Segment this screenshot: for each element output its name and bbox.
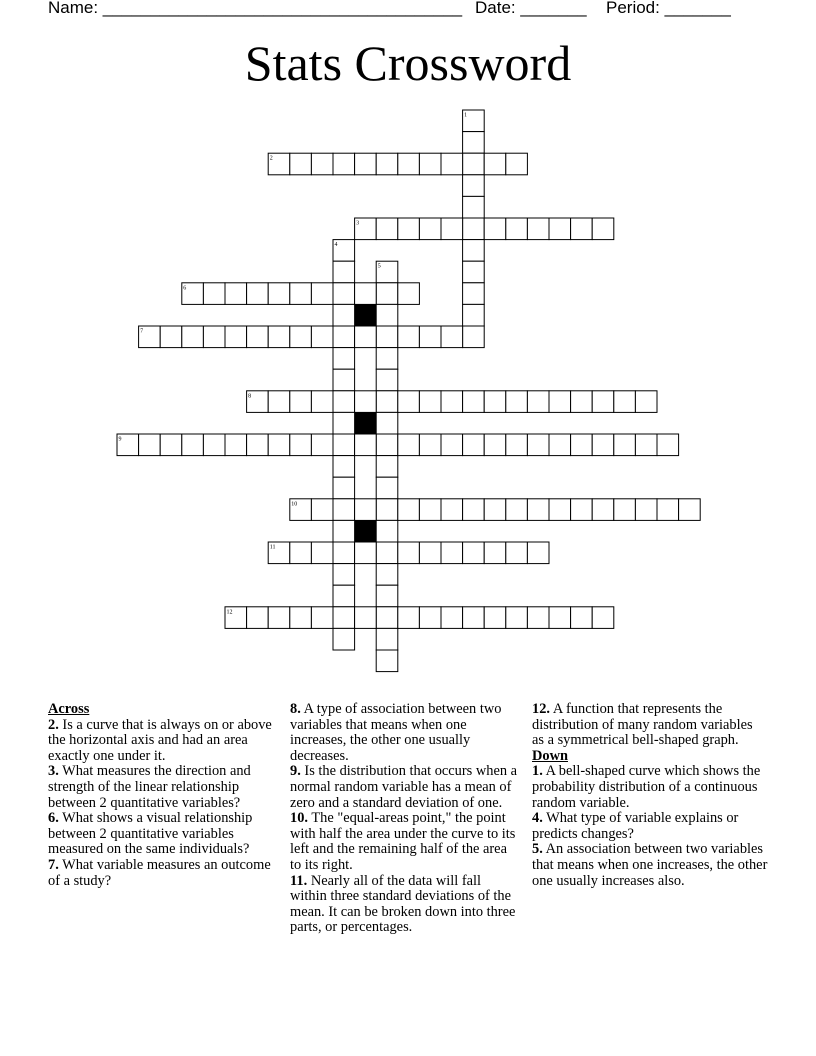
- grid-cell[interactable]: [614, 499, 636, 521]
- blocked-cell: [355, 520, 377, 542]
- grid-cell[interactable]: [419, 434, 441, 456]
- grid-cell[interactable]: [182, 434, 204, 456]
- grid-cell[interactable]: [398, 607, 420, 629]
- grid-cell[interactable]: [506, 153, 528, 175]
- grid-cell[interactable]: [484, 607, 506, 629]
- grid-cell[interactable]: [311, 434, 333, 456]
- grid-cell[interactable]: [333, 456, 355, 478]
- clue-column-1: [48, 702, 284, 889]
- clue-across-7: 7. What variable measures an outcome of a study?: [48, 856, 271, 889]
- grid-cell[interactable]: [549, 607, 571, 629]
- grid-cell[interactable]: [463, 607, 485, 629]
- down-heading: Down: [532, 747, 568, 764]
- grid-cell[interactable]: [398, 153, 420, 175]
- grid-cell[interactable]: [333, 542, 355, 564]
- grid-cell[interactable]: [376, 520, 398, 542]
- grid-cell[interactable]: [333, 348, 355, 370]
- grid-cell[interactable]: [441, 542, 463, 564]
- grid-cell[interactable]: [398, 391, 420, 413]
- grid-cell[interactable]: [333, 369, 355, 391]
- grid-cell[interactable]: [355, 326, 377, 348]
- clue-column-3: [532, 702, 768, 889]
- grid-cell[interactable]: [441, 434, 463, 456]
- grid-cell[interactable]: [376, 283, 398, 305]
- grid-cell[interactable]: [527, 434, 549, 456]
- grid-cell[interactable]: [571, 499, 593, 521]
- clue-down-1: 1. A bell-shaped curve which shows the probability distribution of a continuous random variable.: [532, 763, 761, 811]
- clue-across-6: 6. What shows a visual relationship between 2 quantitative variables measured on the same individuals?: [48, 810, 253, 858]
- grid-cell[interactable]: [657, 434, 679, 456]
- clue-across-3: 3. What measures the direction and strength of the linear relationship between 2 quantitative variables?: [48, 763, 251, 811]
- cell-number: 10: [291, 501, 298, 508]
- grid-cell[interactable]: [419, 218, 441, 240]
- clue-across-12: 12. A function that represents the distribution of many random variables as a symmetrical bell-shaped graph.: [532, 701, 753, 749]
- grid-cell[interactable]: [571, 434, 593, 456]
- grid-cell[interactable]: [333, 520, 355, 542]
- grid-cell[interactable]: [463, 304, 485, 326]
- grid-cell[interactable]: [290, 326, 312, 348]
- clue-across-9: 9. Is the distribution that occurs when a normal random variable has a mean of zero and a standard deviation of one.: [290, 763, 518, 811]
- grid-cell[interactable]: [463, 326, 485, 348]
- grid-cell[interactable]: [203, 283, 225, 305]
- grid-cell[interactable]: [376, 412, 398, 434]
- grid-cell[interactable]: [376, 369, 398, 391]
- grid-cell[interactable]: [635, 434, 657, 456]
- grid-cell[interactable]: [290, 542, 312, 564]
- across-heading: Across: [48, 701, 90, 717]
- grid-cell[interactable]: [506, 607, 528, 629]
- grid-cell[interactable]: [484, 218, 506, 240]
- grid-cell[interactable]: [463, 132, 485, 154]
- grid-cell[interactable]: [506, 499, 528, 521]
- grid-cell[interactable]: [290, 283, 312, 305]
- grid-cell[interactable]: [527, 542, 549, 564]
- grid-cell[interactable]: [311, 326, 333, 348]
- grid-cell[interactable]: [333, 499, 355, 521]
- clue-down-5: 5. An association between two variables that means when one increases, the other one usually increases also.: [532, 841, 768, 889]
- grid-cell[interactable]: [463, 542, 485, 564]
- grid-cell[interactable]: [614, 434, 636, 456]
- grid-cell[interactable]: [333, 607, 355, 629]
- grid-cell[interactable]: [160, 434, 182, 456]
- grid-cell[interactable]: [398, 326, 420, 348]
- grid-cell[interactable]: [592, 499, 614, 521]
- grid-cell[interactable]: [333, 628, 355, 650]
- grid-cell[interactable]: [419, 326, 441, 348]
- grid-cell[interactable]: [419, 391, 441, 413]
- grid-cell[interactable]: [355, 499, 377, 521]
- grid-cell[interactable]: [376, 391, 398, 413]
- grid-cell[interactable]: [463, 283, 485, 305]
- grid-cell[interactable]: [225, 283, 247, 305]
- grid-cell[interactable]: [355, 391, 377, 413]
- grid-cell[interactable]: [463, 153, 485, 175]
- grid-cell[interactable]: [203, 326, 225, 348]
- grid-cell[interactable]: [290, 391, 312, 413]
- grid-cell[interactable]: [247, 607, 269, 629]
- grid-cell[interactable]: [376, 304, 398, 326]
- grid-cell[interactable]: [549, 218, 571, 240]
- cell-number: 9: [118, 436, 122, 443]
- grid-cell[interactable]: [311, 499, 333, 521]
- grid-cell[interactable]: [311, 153, 333, 175]
- grid-cell[interactable]: [527, 499, 549, 521]
- grid-cell[interactable]: [506, 218, 528, 240]
- grid-cell[interactable]: [376, 499, 398, 521]
- clue-column-2: [290, 702, 520, 936]
- grid-cell[interactable]: [571, 218, 593, 240]
- grid-cell[interactable]: [419, 499, 441, 521]
- grid-cell[interactable]: [247, 326, 269, 348]
- grid-cell[interactable]: [463, 391, 485, 413]
- grid-cell[interactable]: [635, 499, 657, 521]
- grid-cell[interactable]: [290, 434, 312, 456]
- grid-cell[interactable]: [398, 283, 420, 305]
- grid-cell[interactable]: [398, 499, 420, 521]
- clue-across-10: 10. The "equal-areas point," the point with half the area under the curve to its left and the remaining half of the area to its right.: [290, 810, 516, 873]
- grid-cell[interactable]: [484, 391, 506, 413]
- grid-cell[interactable]: [419, 542, 441, 564]
- cell-number: 1: [464, 112, 468, 119]
- page-title: Stats Crossword: [244, 35, 572, 91]
- grid-cell[interactable]: [355, 283, 377, 305]
- grid-cell[interactable]: [268, 283, 290, 305]
- grid-cell[interactable]: [333, 326, 355, 348]
- grid-cell[interactable]: [419, 153, 441, 175]
- cell-number: 5: [377, 263, 381, 270]
- grid-cell[interactable]: [225, 434, 247, 456]
- grid-cell[interactable]: [333, 283, 355, 305]
- grid-cell[interactable]: [398, 542, 420, 564]
- grid-cell[interactable]: [355, 542, 377, 564]
- grid-cell[interactable]: [290, 153, 312, 175]
- grid-cell[interactable]: [355, 153, 377, 175]
- grid-cell[interactable]: [614, 391, 636, 413]
- grid-cell[interactable]: [398, 434, 420, 456]
- grid-cell[interactable]: [441, 391, 463, 413]
- grid-cell[interactable]: [376, 348, 398, 370]
- cell-number: 12: [226, 609, 233, 616]
- grid-cell[interactable]: [463, 499, 485, 521]
- grid-cell[interactable]: [160, 326, 182, 348]
- grid-cell[interactable]: [311, 607, 333, 629]
- grid-cell[interactable]: [376, 326, 398, 348]
- grid-cell[interactable]: [549, 391, 571, 413]
- grid-cell[interactable]: [376, 477, 398, 499]
- grid-cell[interactable]: [333, 477, 355, 499]
- grid-cell[interactable]: [484, 153, 506, 175]
- grid-cell[interactable]: [268, 434, 290, 456]
- grid-cell[interactable]: [355, 607, 377, 629]
- grid-cell[interactable]: [376, 456, 398, 478]
- cell-number: 4: [334, 242, 338, 249]
- grid-cell[interactable]: [139, 434, 161, 456]
- period-field: Period: _______: [606, 0, 731, 17]
- cell-number: 7: [140, 328, 144, 335]
- grid-cell[interactable]: [268, 391, 290, 413]
- grid-cell[interactable]: [463, 261, 485, 283]
- clue-across-2: 2. Is a curve that is always on or above the horizontal axis and had an area exactly one under it.: [48, 716, 272, 764]
- grid-cell[interactable]: [441, 326, 463, 348]
- grid-cell[interactable]: [463, 240, 485, 262]
- clue-down-4: 4. What type of variable explains or predicts changes?: [532, 810, 739, 842]
- grid-cell[interactable]: [333, 391, 355, 413]
- clue-across-8: 8. A type of association between two variables that means when one increases, the other one usually decreases.: [290, 701, 502, 764]
- grid-cell[interactable]: [441, 218, 463, 240]
- cell-number: 6: [183, 285, 187, 292]
- grid-cell[interactable]: [333, 304, 355, 326]
- grid-cell[interactable]: [484, 499, 506, 521]
- blocked-cell: [355, 304, 377, 326]
- grid-cell[interactable]: [527, 391, 549, 413]
- grid-cell[interactable]: [419, 607, 441, 629]
- grid-cell[interactable]: [203, 434, 225, 456]
- grid-cell[interactable]: [268, 607, 290, 629]
- grid-cell[interactable]: [506, 391, 528, 413]
- date-field: Date: _______: [475, 0, 587, 17]
- grid-cell[interactable]: [333, 434, 355, 456]
- grid-cell[interactable]: [441, 499, 463, 521]
- cell-number: 3: [356, 220, 360, 227]
- grid-cell[interactable]: [311, 391, 333, 413]
- grid-cell[interactable]: [333, 585, 355, 607]
- cell-number: 2: [269, 155, 273, 162]
- grid-cell[interactable]: [376, 542, 398, 564]
- grid-cell[interactable]: [376, 628, 398, 650]
- grid-cell[interactable]: [290, 607, 312, 629]
- grid-cell[interactable]: [506, 542, 528, 564]
- grid-cell[interactable]: [333, 261, 355, 283]
- grid-cell[interactable]: [463, 196, 485, 218]
- grid-cell[interactable]: [592, 434, 614, 456]
- grid-cell[interactable]: [441, 607, 463, 629]
- grid-cell[interactable]: [441, 153, 463, 175]
- grid-cell[interactable]: [549, 434, 571, 456]
- grid-cell[interactable]: [398, 218, 420, 240]
- grid-cell[interactable]: [592, 391, 614, 413]
- grid-cell[interactable]: [635, 391, 657, 413]
- name-field: Name: ______________________________________: [48, 0, 463, 17]
- grid-cell[interactable]: [463, 175, 485, 197]
- grid-cell[interactable]: [268, 326, 290, 348]
- grid-cell[interactable]: [247, 434, 269, 456]
- grid-cell[interactable]: [484, 542, 506, 564]
- grid-cell[interactable]: [333, 412, 355, 434]
- clue-across-11: 11. Nearly all of the data will fall within three standard deviations of the mean. It can be broken down into three parts, or percentages.: [290, 872, 516, 936]
- grid-cell[interactable]: [571, 391, 593, 413]
- cell-number: 11: [269, 544, 276, 551]
- grid-cell[interactable]: [311, 542, 333, 564]
- grid-cell[interactable]: [463, 218, 485, 240]
- grid-cell[interactable]: [311, 283, 333, 305]
- grid-cell[interactable]: [376, 607, 398, 629]
- grid-cell[interactable]: [376, 585, 398, 607]
- grid-cell[interactable]: [376, 434, 398, 456]
- grid-cell[interactable]: [592, 218, 614, 240]
- grid-cell[interactable]: [527, 607, 549, 629]
- grid-cell[interactable]: [333, 564, 355, 586]
- grid-cell[interactable]: [506, 434, 528, 456]
- grid-cell[interactable]: [527, 218, 549, 240]
- cell-number: 8: [248, 393, 252, 400]
- grid-cell[interactable]: [333, 153, 355, 175]
- grid-cell[interactable]: [182, 326, 204, 348]
- grid-cell[interactable]: [549, 499, 571, 521]
- grid-cell[interactable]: [376, 650, 398, 672]
- grid-cell[interactable]: [225, 326, 247, 348]
- grid-cell[interactable]: [376, 564, 398, 586]
- grid-cell[interactable]: [463, 434, 485, 456]
- grid-cell[interactable]: [376, 153, 398, 175]
- grid-cell[interactable]: [355, 434, 377, 456]
- grid-cell[interactable]: [679, 499, 701, 521]
- grid-cell[interactable]: [657, 499, 679, 521]
- grid-cell[interactable]: [376, 218, 398, 240]
- grid-cell[interactable]: [484, 434, 506, 456]
- grid-cell[interactable]: [592, 607, 614, 629]
- grid-cell[interactable]: [571, 607, 593, 629]
- blocked-cell: [355, 412, 377, 434]
- grid-cell[interactable]: [247, 283, 269, 305]
